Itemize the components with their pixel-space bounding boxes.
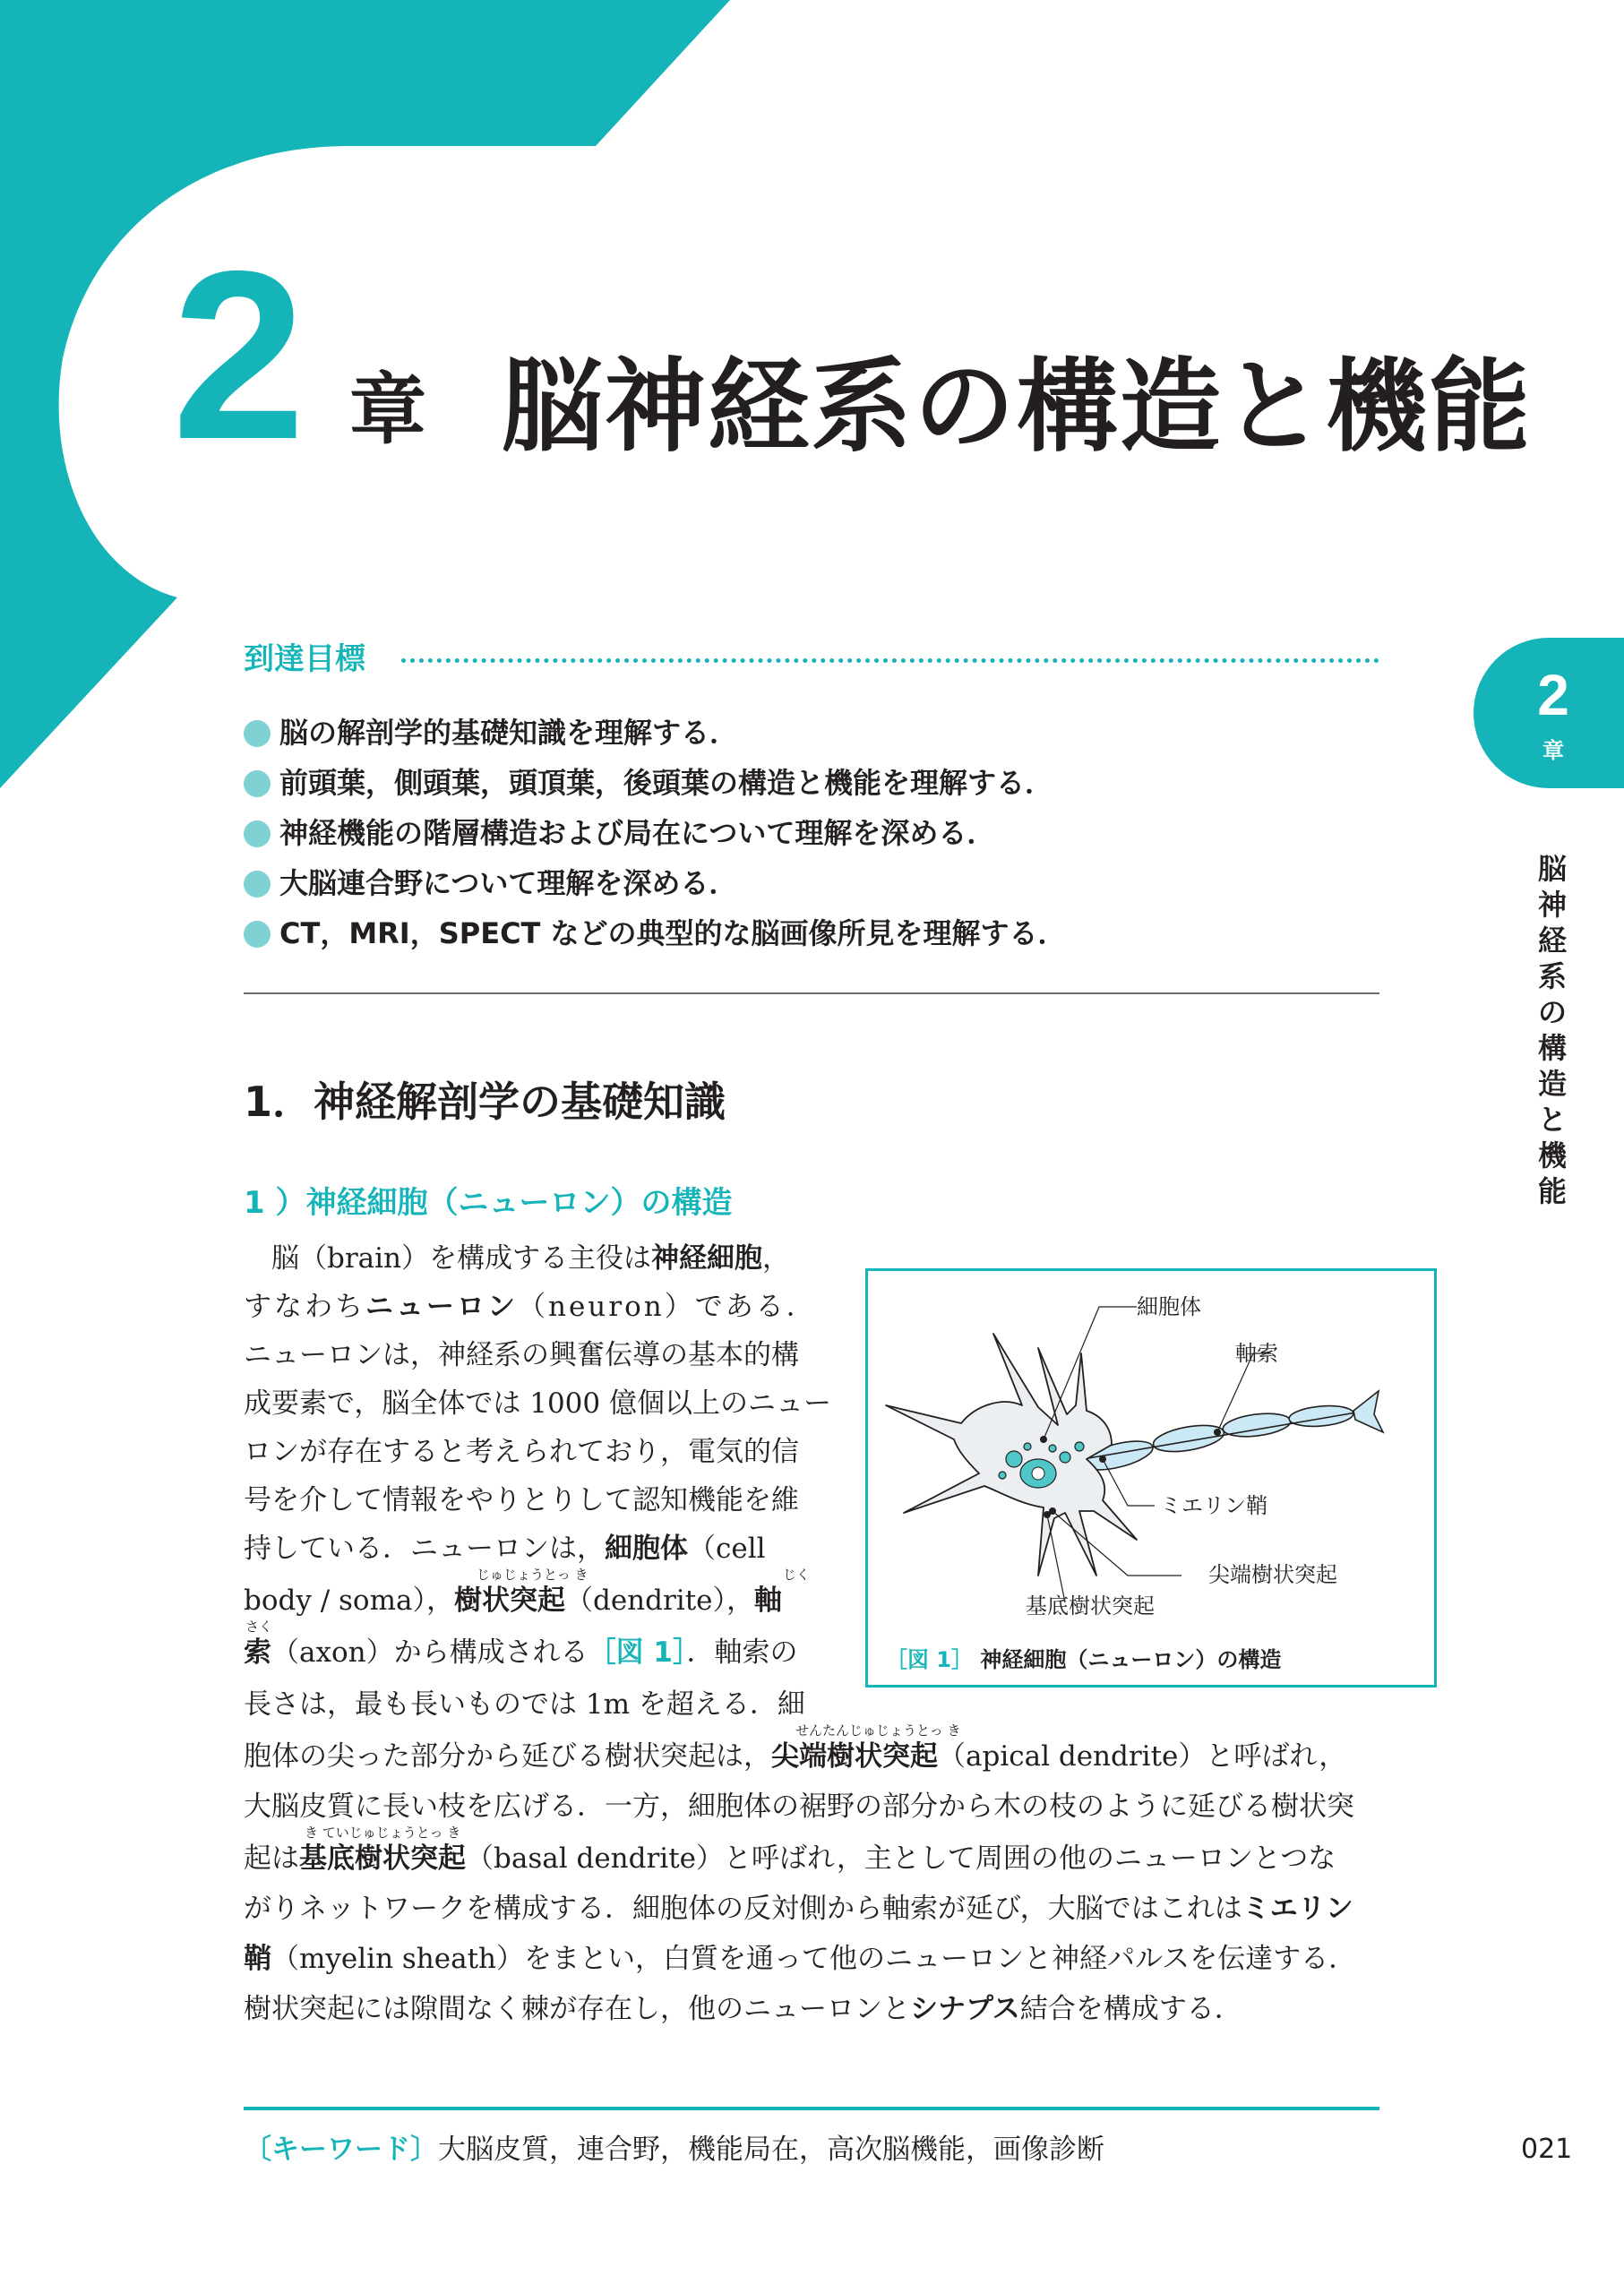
subsection-heading: 1 ）神経細胞（ニューロン）の構造 xyxy=(244,1185,733,1221)
side-chapter-suffix: 章 xyxy=(1542,738,1564,763)
body-line: ニューロンは，神経系の興奮伝導の基本的構 xyxy=(244,1339,799,1371)
goals-list xyxy=(244,708,1067,958)
ruby-reading: じく xyxy=(783,1567,811,1583)
body-line: 索（axon）から構成される［図 1］．軸索の xyxy=(244,1636,798,1669)
chapter-suffix: 章 xyxy=(349,365,426,455)
goal-item: 脳の解剖学的基礎知識を理解する． xyxy=(244,708,1067,758)
body-line: 号を介して情報をやりとりして認知機能を維 xyxy=(244,1484,799,1516)
ruby-reading: じゅじょうとっ き xyxy=(477,1567,589,1583)
ruby-reading: せんたんじゅじょうとっ き xyxy=(795,1722,961,1739)
keyword-line: 〔キーワード〕大脳皮質，連合野，機能局在，高次脳機能，画像診断 xyxy=(244,2134,1104,2166)
keyword-rule xyxy=(244,2107,1379,2110)
chapter-title: 脳神経系の構造と機能 xyxy=(502,348,1532,466)
figure-caption: ［図 1］ 神経細胞（ニューロン）の構造 xyxy=(886,1647,1282,1672)
label-axon: 軸索 xyxy=(1235,1341,1278,1366)
side-chapter-title: 脳神経系の構造と機能 xyxy=(1537,852,1567,1208)
body-line: 大脳皮質に長い枝を広げる．一方，細胞体の裾野の部分から木の枝のように延びる樹状突 xyxy=(244,1791,1354,1823)
goal-item: 大脳連合野について理解を深める． xyxy=(244,858,1067,908)
body-line: 起は基底樹状突起（basal dendrite）と呼ばれ，主として周囲の他のニューロンとつな xyxy=(244,1842,1336,1875)
label-basal-dendrite: 基底樹状突起 xyxy=(1026,1593,1155,1619)
label-soma: 細胞体 xyxy=(1137,1294,1201,1319)
label-apical-dendrite: 尖端樹状突起 xyxy=(1208,1562,1337,1587)
body-line: すなわちニューロン（neuron）である． xyxy=(244,1291,817,1323)
body-line: 長さは，最も長いものでは 1m を超える．細 xyxy=(244,1688,805,1721)
body-line: 成要素で，脳全体では 1000 億個以上のニュー xyxy=(244,1387,831,1420)
goal-item: CT，MRI，SPECT などの典型的な脳画像所見を理解する． xyxy=(244,908,1067,958)
body-line: 樹状突起には隙間なく棘が存在し，他のニューロンとシナプス結合を構成する． xyxy=(244,1993,1242,2025)
body-line: body / soma），樹状突起（dendrite），軸 xyxy=(244,1584,783,1617)
neuron-illustration xyxy=(868,1271,1434,1638)
body-line: ロンが存在すると考えられており，電気的信 xyxy=(244,1436,799,1468)
side-chapter-number: 2 xyxy=(1537,663,1569,727)
goal-item: 前頭葉，側頭葉，頭頂葉，後頭葉の構造と機能を理解する． xyxy=(244,758,1067,808)
body-line: 脳（brain）を構成する主役は神経細胞， xyxy=(271,1242,791,1275)
ruby-reading: さく xyxy=(245,1619,273,1635)
body-line: 持している．ニューロンは，細胞体（cell xyxy=(244,1533,766,1565)
label-myelin: ミエリン鞘 xyxy=(1160,1493,1267,1518)
goals-dotted-rule xyxy=(401,658,1379,663)
ruby-reading: き ていじゅじょうとっ き xyxy=(305,1825,461,1841)
goals-divider xyxy=(244,992,1379,994)
goal-item: 神経機能の階層構造および局在について理解を深める． xyxy=(244,808,1067,858)
goals-heading: 到達目標 xyxy=(244,641,365,677)
page-number: 021 xyxy=(1521,2134,1573,2165)
body-line: がりネットワークを構成する．細胞体の反対側から軸索が延び，大脳ではこれはミエリン xyxy=(244,1893,1353,1925)
body-line: 胞体の尖った部分から延びる樹状突起は，尖端樹状突起（apical dendrite）と呼ばれ， xyxy=(244,1740,1347,1773)
body-line: 鞘（myelin sheath）をまとい，白質を通って他のニューロンと神経パルスを伝達する． xyxy=(244,1943,1357,1975)
chapter-number: 2 xyxy=(172,220,301,489)
figure-neuron xyxy=(865,1268,1437,1688)
section-heading: 1．神経解剖学の基礎知識 xyxy=(244,1078,726,1126)
